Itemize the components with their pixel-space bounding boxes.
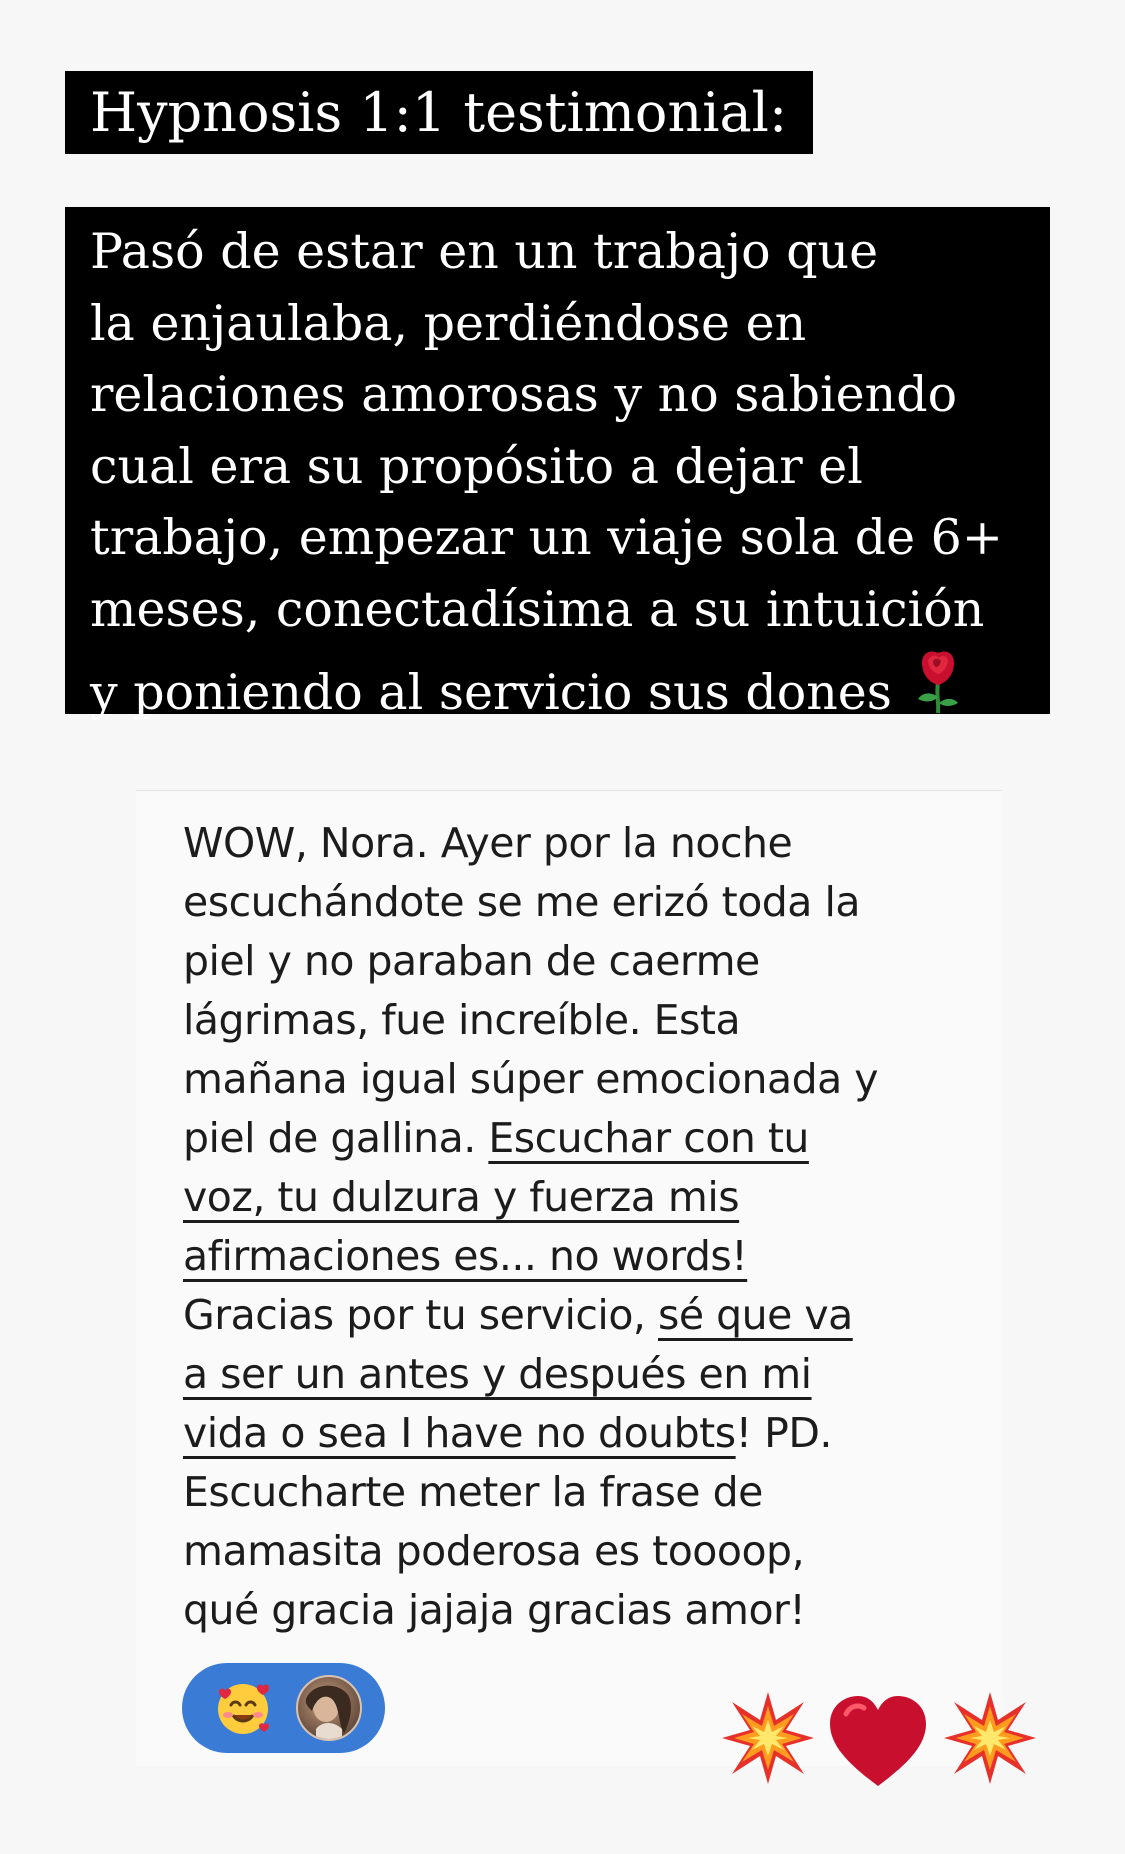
underlined-segment: voz, tu dulzura y fuerza mis: [183, 1173, 740, 1221]
collision-icon: [942, 1690, 1038, 1786]
message-segment: piel de gallina.: [183, 1114, 489, 1162]
underlined-segment: a ser un antes y después en mi: [183, 1350, 812, 1398]
message-line: Escucharte meter la frase de: [183, 1468, 763, 1516]
story-line: cual era su propósito a dejar el: [90, 437, 863, 495]
title-text: Hypnosis 1:1 testimonial:: [90, 81, 788, 144]
story-line: Pasó de estar en un trabajo que: [90, 223, 879, 280]
message-line: [183, 1227, 973, 1286]
message-line: piel y no paraban de caerme: [183, 937, 760, 985]
collision-icon: [720, 1690, 816, 1786]
red-heart-icon: [824, 1692, 932, 1792]
message-line: [183, 1286, 973, 1345]
message-line: lágrimas, fue increíble. Esta: [183, 996, 741, 1044]
story-text-block: [65, 207, 1050, 721]
message-line: escuchándote se me erizó toda la: [183, 878, 860, 926]
message-line: mañana igual súper emocionada y: [183, 1055, 879, 1103]
avatar-image: [298, 1677, 360, 1739]
message-line: [183, 1404, 973, 1463]
story-line: trabajo, empezar un viaje sola de 6+: [90, 509, 1003, 566]
underlined-segment: sé que va: [657, 1291, 853, 1339]
story-line-last: [90, 645, 1034, 729]
underlined-segment: afirmaciones es... no words!: [183, 1232, 748, 1280]
message-line: [183, 1109, 973, 1168]
message-segment: Gracias por tu servicio,: [183, 1291, 658, 1339]
reactor-avatar: [296, 1675, 362, 1741]
message-line: [183, 1345, 973, 1404]
story-line: relaciones amorosas y no sabiendo: [90, 366, 958, 423]
underlined-segment: Escuchar con tu: [488, 1114, 809, 1162]
message-line: qué gracia jajaja gracias amor!: [183, 1586, 806, 1634]
smiling-face-with-hearts-icon: [213, 1678, 273, 1738]
message-segment: ! PD.: [735, 1409, 832, 1457]
message-line: mamasita poderosa es toooop,: [183, 1527, 805, 1575]
story-line: la enjaulaba, perdiéndose en: [90, 294, 807, 352]
reaction-pill[interactable]: [182, 1663, 385, 1753]
message-line: [183, 1168, 973, 1227]
underlined-segment: vida o sea I have no doubts: [183, 1409, 736, 1457]
story-line: meses, conectadísima a su intuición: [90, 580, 985, 638]
story-line-text: y poniendo al servicio sus dones: [90, 664, 892, 721]
title-label: [65, 71, 813, 154]
message-line: WOW, Nora. Ayer por la noche: [183, 819, 793, 867]
testimonial-message: [183, 814, 973, 1640]
sticker-row: [720, 1690, 1040, 1800]
rose-icon: [908, 645, 968, 715]
